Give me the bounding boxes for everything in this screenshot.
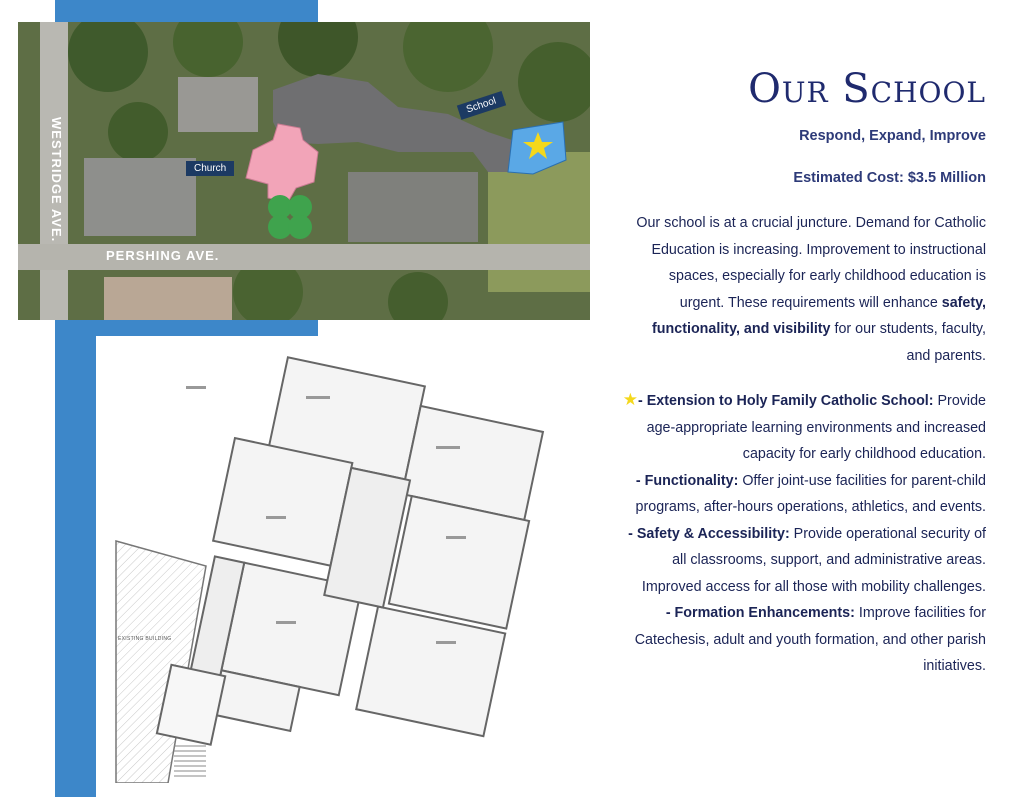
floor-plan — [96, 336, 590, 783]
formation-heading: - Formation Enhancements: — [665, 605, 855, 621]
street-label-vertical: WESTRIDGE AVE. — [49, 117, 64, 243]
church-label-tag: Church — [186, 161, 234, 176]
star-icon: ★ — [622, 390, 639, 409]
intro-text-a: Our school is at a crucial juncture. Demand for Catholic Education is increasing. Improvement to instructional spaces, especially for early childhood education is urgent. These requirements will enhance — [636, 215, 986, 311]
blue-band-mid — [96, 320, 318, 336]
school-label-tag: School — [457, 91, 506, 120]
estimated-cost: Estimated Cost: $3.5 Million — [793, 170, 986, 186]
extension-heading: - Extension to Holy Family Catholic School: — [638, 393, 934, 409]
existing-building-label: EXISTING BUILDING — [118, 636, 172, 642]
details-paragraph — [616, 387, 986, 680]
subtitle: Respond, Expand, Improve — [799, 128, 986, 144]
blue-band-left — [55, 320, 96, 797]
aerial-map-graphic — [18, 22, 590, 320]
text-column — [600, 0, 998, 797]
safety-heading: - Safety & Accessibility: — [628, 525, 790, 542]
intro-bold: safety, functionality, and visibility — [652, 294, 986, 337]
safety-text: Provide operational security of all classrooms, support, and administrative areas. Improved access for all those with mobility challenges. — [641, 525, 986, 595]
functionality-heading: - Functionality: — [635, 472, 739, 489]
intro-text-b: for our students, faculty, and parents. — [830, 321, 986, 364]
functionality-text: Offer joint-use facilities for parent-child programs, after-hours operations, athletics, and events. — [635, 472, 986, 515]
extension-text: Provide age-appropriate learning environments and increased capacity for early childhood education. — [646, 393, 986, 462]
page-title: Our School — [748, 66, 986, 112]
intro-paragraph — [626, 210, 986, 369]
floor-plan-drawing — [96, 336, 590, 783]
blue-band-top — [55, 0, 318, 22]
formation-text: Improve facilities for Catechesis, adult and youth formation, and other parish initiatives. — [634, 605, 986, 674]
street-label-horizontal: PERSHING AVE. — [106, 248, 220, 263]
aerial-site-map — [18, 22, 590, 320]
